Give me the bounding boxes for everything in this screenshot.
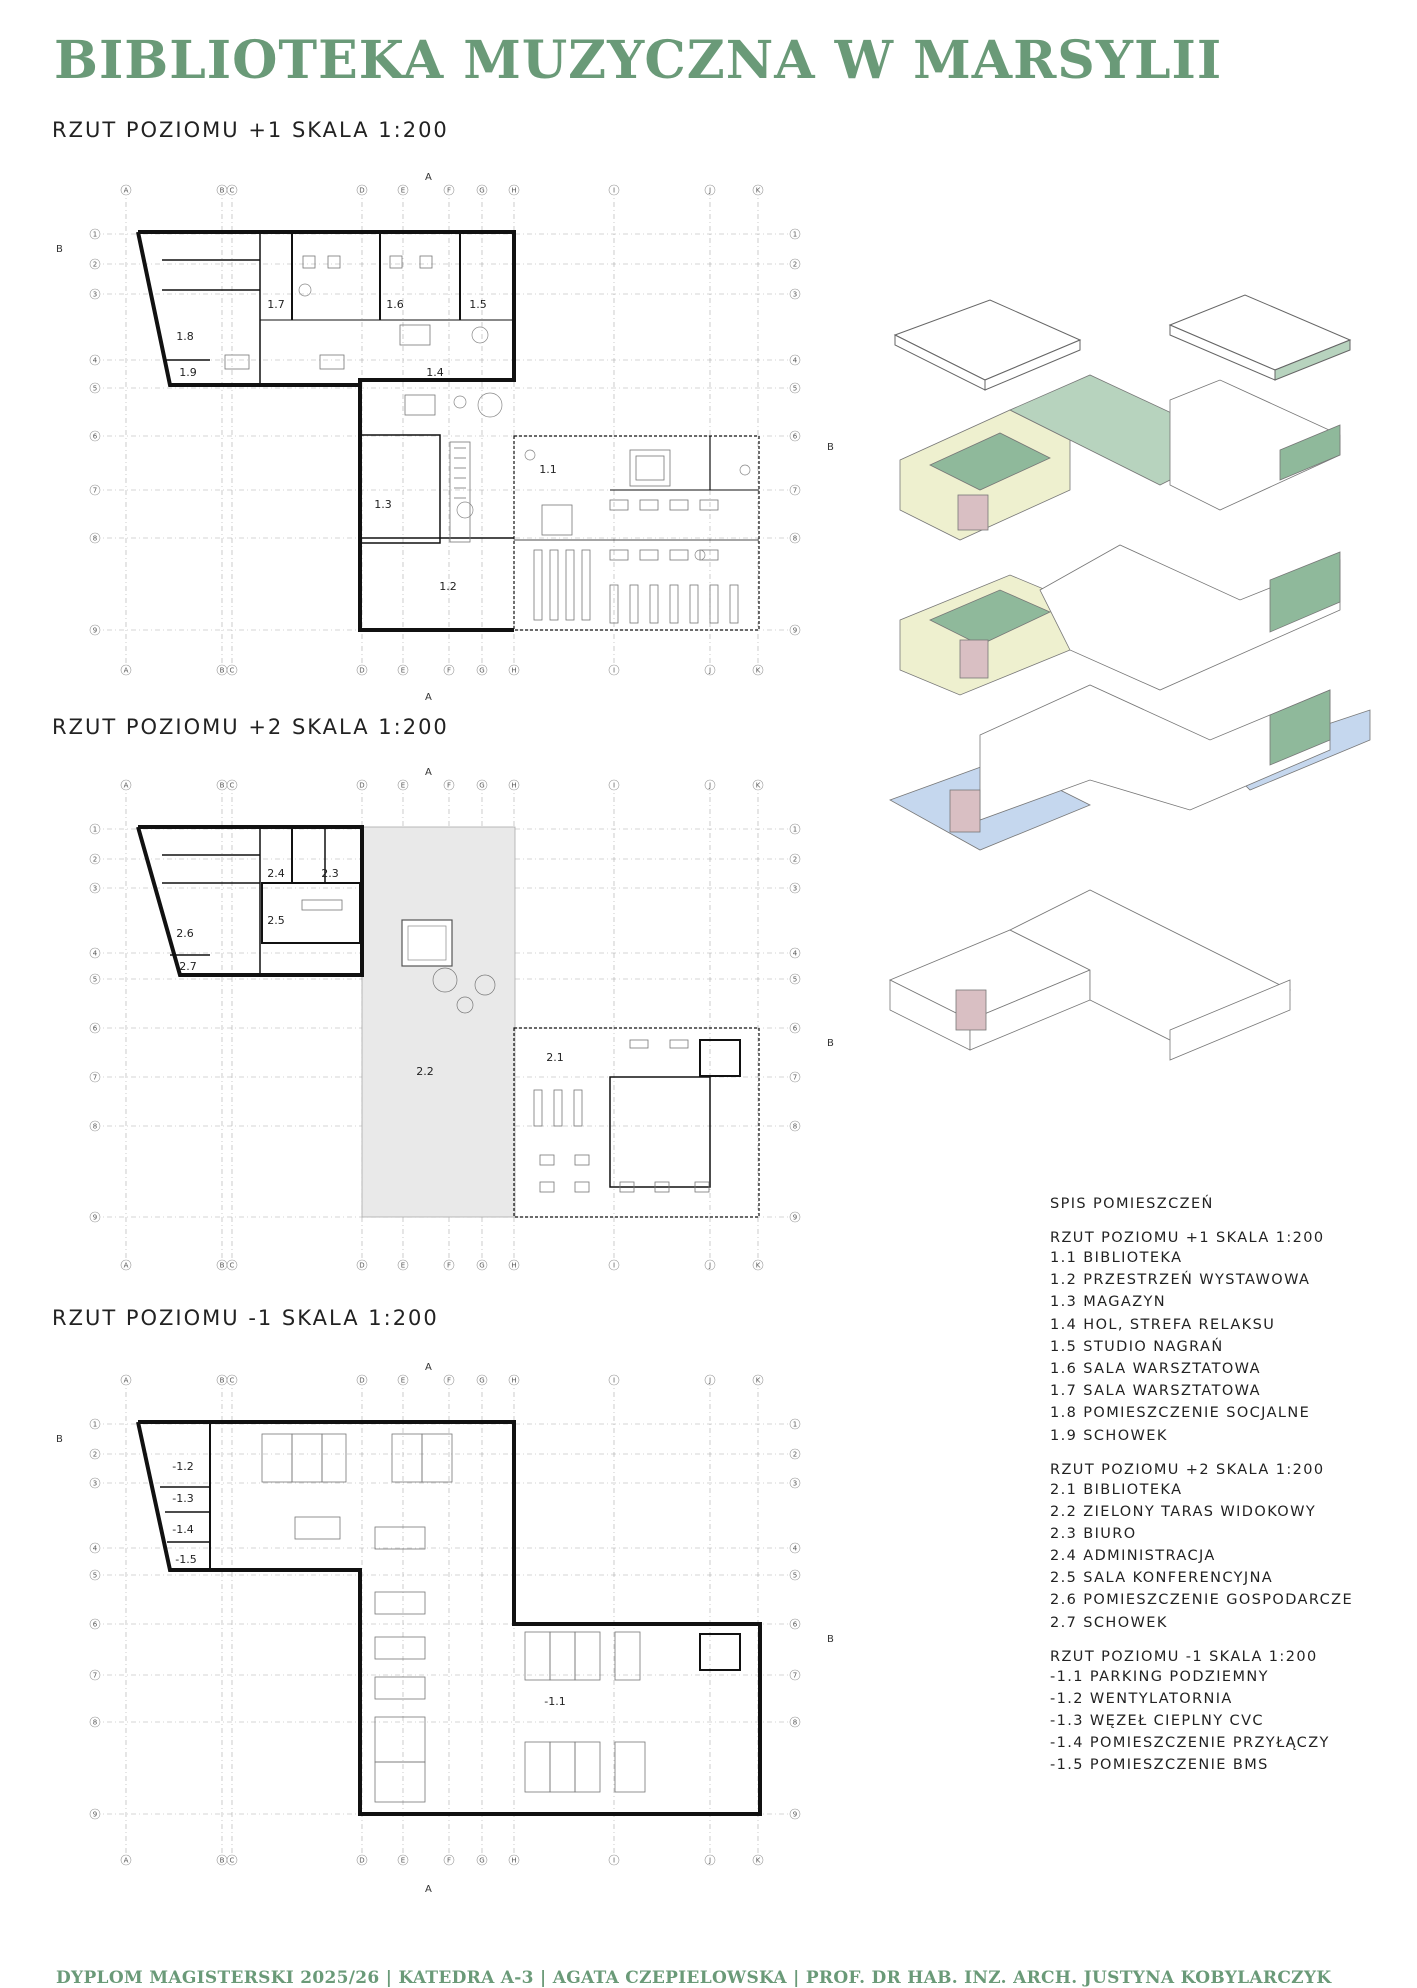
grid-col-label: E (400, 666, 406, 675)
legend-group-title: RZUT POZIOMU -1 SKALA 1:200 (1050, 1648, 1318, 1665)
grid-col-label: F (446, 186, 452, 195)
room-label: -1.1 (544, 1695, 566, 1708)
grid-row-label: 3 (792, 290, 798, 299)
grid-row-label: 7 (92, 1073, 98, 1082)
axo-ground (890, 685, 1370, 850)
room-label: 1.1 (539, 463, 557, 476)
grid-col-label: K (755, 666, 761, 675)
grid-col-label: C (229, 666, 235, 675)
grid-col-label: E (400, 781, 406, 790)
footer-credits: DYPLOM MAGISTERSKI 2025/26 | KATEDRA A-3 | AGATA CZEPIELOWSKA | PROF. DR HAB. INZ. ARCH. JUSTYNA KOBYLARCZYK (56, 1968, 1332, 1988)
grid-row-label: 8 (92, 1718, 98, 1727)
room-label: 1.2 (439, 580, 457, 593)
grid-col-label: H (511, 1261, 517, 1270)
room-label: 1.6 (386, 298, 404, 311)
axo-level-2 (900, 375, 1340, 540)
grid-col-label: B (219, 1856, 225, 1865)
legend-item: -1.5 POMIESZCZENIE BMS (1050, 1757, 1269, 1774)
grid-row-label: 6 (92, 1024, 98, 1033)
grid-row-label: 1 (92, 1420, 98, 1429)
legend-item: 2.3 BIURO (1050, 1525, 1137, 1542)
legend-item: -1.3 WĘZEŁ CIEPLNY CVC (1050, 1713, 1264, 1729)
grid-row-label: 1 (792, 1420, 798, 1429)
section-mark-a: A (425, 767, 432, 778)
grid-row-label: 9 (792, 626, 798, 635)
axo-roof (895, 295, 1350, 390)
room-label: 2.3 (321, 867, 339, 880)
grid-col-label: G (479, 1856, 485, 1865)
axo-level-1 (900, 545, 1340, 695)
room-label: 1.8 (176, 330, 194, 343)
grid-col-label: D (359, 1261, 365, 1270)
walls (138, 232, 759, 630)
plan-level-2 (70, 767, 834, 1280)
parking-bays (262, 1434, 645, 1802)
grid-row-label: 2 (792, 260, 798, 269)
grid-row-label: 5 (792, 975, 798, 984)
legend-item: -1.4 POMIESZCZENIE PRZYŁĄCZY (1050, 1735, 1330, 1752)
grid-row-label: 6 (792, 1024, 798, 1033)
grid-row-label: 1 (792, 825, 798, 834)
section-mark-b: B (56, 244, 63, 255)
grid-row-label: 3 (792, 884, 798, 893)
grid-col-label: J (708, 1376, 712, 1385)
section-mark-a: A (425, 172, 432, 183)
grid-row-label: 7 (792, 486, 798, 495)
grid-col-label: H (511, 666, 517, 675)
grid-col-label: I (612, 666, 616, 675)
grid-col-label: J (708, 1856, 712, 1865)
grid-col-label: G (479, 1261, 485, 1270)
grid-row-labels (90, 1419, 800, 1819)
grid-row-label: 2 (792, 855, 798, 864)
grid-row-label: 7 (792, 1671, 798, 1680)
grid-col-label: D (359, 781, 365, 790)
grid-row-label: 4 (92, 1544, 98, 1553)
section-mark-b: B (56, 1434, 63, 1445)
section-mark-b: B (827, 442, 834, 453)
room-label: -1.2 (172, 1460, 194, 1473)
grid-col-label: A (123, 186, 129, 195)
grid-row-label: 3 (92, 290, 98, 299)
grid-row-label: 8 (792, 534, 798, 543)
legend-item: 1.5 STUDIO NAGRAŃ (1050, 1338, 1224, 1355)
grid-row-label: 9 (92, 626, 98, 635)
grid-row-label: 4 (92, 356, 98, 365)
room-label: 1.3 (374, 498, 392, 511)
plan-level-minus1 (56, 1362, 834, 1902)
grid-row-label: 9 (792, 1810, 798, 1819)
grid-col-label: F (446, 666, 452, 675)
grid-row-label: 5 (92, 975, 98, 984)
legend-item: 2.4 ADMINISTRACJA (1050, 1548, 1216, 1565)
grid-row-label: 5 (792, 1571, 798, 1580)
grid-col-label: J (708, 186, 712, 195)
grid-col-label: A (123, 1261, 129, 1270)
legend-item: 1.9 SCHOWEK (1050, 1427, 1168, 1444)
grid-col-label: G (479, 1376, 485, 1385)
grid-col-label: C (229, 1261, 235, 1270)
grid-row-label: 5 (92, 384, 98, 393)
grid-row-label: 9 (92, 1213, 98, 1222)
grid-col-label: G (479, 781, 485, 790)
room-label: 1.9 (179, 366, 197, 379)
legend-item: 2.2 ZIELONY TARAS WIDOKOWY (1050, 1503, 1317, 1520)
grid-row-label: 3 (92, 1479, 98, 1488)
grid-col-label: I (612, 1261, 616, 1270)
grid-row-label: 4 (792, 1544, 798, 1553)
green-terrace (362, 827, 515, 1217)
grid-row-label: 6 (792, 432, 798, 441)
grid-column-labels (121, 185, 763, 675)
legend-item: 2.1 BIBLIOTEKA (1050, 1481, 1183, 1498)
legend-item: 1.1 BIBLIOTEKA (1050, 1250, 1183, 1266)
grid-col-label: B (219, 1261, 225, 1270)
grid-col-label: K (755, 186, 761, 195)
legend-item: 2.7 SCHOWEK (1050, 1614, 1168, 1631)
room-label: 1.4 (426, 366, 444, 379)
legend-group-title: RZUT POZIOMU +1 SKALA 1:200 (1050, 1230, 1325, 1246)
grid-col-label: J (708, 781, 712, 790)
page-title: BIBLIOTEKA MUZYCZNA W MARSYLII (54, 30, 1223, 91)
grid-col-label: C (229, 1376, 235, 1385)
legend-item: 1.6 SALA WARSZTATOWA (1050, 1360, 1261, 1377)
grid-col-label: D (359, 666, 365, 675)
grid-col-label: J (708, 666, 712, 675)
grid-row-label: 6 (92, 1620, 98, 1629)
grid-col-label: C (229, 1856, 235, 1865)
room-label: -1.4 (172, 1523, 194, 1536)
legend-item: 2.6 POMIESZCZENIE GOSPODARCZE (1050, 1592, 1354, 1609)
grid-row-label: 9 (92, 1810, 98, 1819)
room-label: 2.2 (416, 1065, 434, 1078)
grid-col-label: E (400, 1856, 406, 1865)
section-mark-a: A (425, 692, 432, 703)
grid-col-label: E (400, 186, 406, 195)
grid-col-label: C (229, 186, 235, 195)
grid-col-label: I (612, 781, 616, 790)
plan-minus1-title: RZUT POZIOMU -1 SKALA 1:200 (52, 1306, 439, 1330)
grid-col-label: F (446, 781, 452, 790)
grid-row-label: 7 (92, 486, 98, 495)
grid-column-labels (121, 1375, 763, 1865)
legend-item: 1.4 HOL, STREFA RELAKSU (1050, 1316, 1276, 1333)
grid-col-label: C (229, 781, 235, 790)
room-legend (1050, 1196, 1380, 1780)
plan-1-title: RZUT POZIOMU +1 SKALA 1:200 (52, 118, 449, 142)
grid-col-label: K (755, 1856, 761, 1865)
legend-item: 2.5 SALA KONFERENCYJNA (1050, 1570, 1274, 1587)
plan-level-1 (56, 170, 834, 710)
room-label: -1.3 (172, 1492, 194, 1505)
legend-group-title: RZUT POZIOMU +2 SKALA 1:200 (1050, 1461, 1325, 1478)
plants (299, 284, 750, 560)
grid-col-label: H (511, 1376, 517, 1385)
grid-row-label: 7 (92, 1671, 98, 1680)
axo-level-minus1 (890, 890, 1290, 1060)
room-label: 2.5 (267, 914, 285, 927)
grid-col-label: F (446, 1856, 452, 1865)
grid-row-label: 1 (92, 230, 98, 239)
grid-row-label: 8 (92, 1122, 98, 1131)
grid-col-label: K (755, 1261, 761, 1270)
grid-row-label: 2 (92, 260, 98, 269)
furniture (225, 256, 738, 623)
room-label: 2.7 (179, 960, 197, 973)
grid-row-label: 7 (792, 1073, 798, 1082)
grid-row-label: 5 (792, 384, 798, 393)
grid-col-label: E (400, 1376, 406, 1385)
grid-row-label: 2 (792, 1450, 798, 1459)
grid-row-label: 6 (92, 432, 98, 441)
section-mark-a: A (425, 1362, 432, 1373)
grid-row-label: 3 (92, 884, 98, 893)
grid-col-label: B (219, 186, 225, 195)
grid-row-label: 2 (92, 1450, 98, 1459)
legend-heading: SPIS POMIESZCZEŃ (1050, 1196, 1214, 1212)
grid-row-label: 1 (792, 230, 798, 239)
room-label: 1.7 (267, 298, 285, 311)
grid-col-label: K (755, 1376, 761, 1385)
section-mark-b: B (827, 1038, 834, 1049)
grid-col-label: I (612, 1376, 616, 1385)
legend-item: -1.2 WENTYLATORNIA (1050, 1690, 1233, 1707)
room-labels (172, 1460, 565, 1708)
grid-row-label: 8 (792, 1718, 798, 1727)
terrace-skylight (402, 920, 452, 966)
grid-row-label: 4 (792, 356, 798, 365)
grid-col-label: B (219, 666, 225, 675)
grid-row-label: 4 (792, 949, 798, 958)
grid-col-label: D (359, 1376, 365, 1385)
grid-row-label: 4 (92, 949, 98, 958)
section-mark-b: B (827, 1634, 834, 1645)
grid-col-label: D (359, 1856, 365, 1865)
room-label: 2.1 (546, 1051, 564, 1064)
grid-lines (92, 1380, 798, 1860)
grid-col-label: E (400, 1261, 406, 1270)
section-mark-a: A (425, 1884, 432, 1895)
grid-row-label: 5 (92, 1571, 98, 1580)
room-label: 1.5 (469, 298, 487, 311)
grid-col-label: A (123, 666, 129, 675)
legend-item: -1.1 PARKING PODZIEMNY (1050, 1668, 1269, 1685)
grid-col-label: A (123, 1376, 129, 1385)
grid-col-label: K (755, 781, 761, 790)
legend-item: 1.7 SALA WARSZTATOWA (1050, 1383, 1261, 1400)
grid-col-label: F (446, 1376, 452, 1385)
grid-row-label: 6 (792, 1620, 798, 1629)
grid-col-label: A (123, 1856, 129, 1865)
exploded-axonometric-view (890, 290, 1390, 1230)
room-label: -1.5 (175, 1553, 197, 1566)
grid-col-label: G (479, 666, 485, 675)
legend-item: 1.8 POMIESZCZENIE SOCJALNE (1050, 1405, 1311, 1422)
grid-col-label: G (479, 186, 485, 195)
room-label: 2.6 (176, 927, 194, 940)
grid-col-label: H (511, 781, 517, 790)
grid-col-label: B (219, 781, 225, 790)
grid-col-label: I (612, 1856, 616, 1865)
grid-col-label: B (219, 1376, 225, 1385)
legend-item: 1.3 MAGAZYN (1050, 1294, 1167, 1311)
grid-col-label: I (612, 186, 616, 195)
grid-row-label: 3 (792, 1479, 798, 1488)
grid-row-label: 1 (92, 825, 98, 834)
grid-row-label: 9 (792, 1213, 798, 1222)
grid-row-label: 8 (792, 1122, 798, 1131)
grid-col-label: F (446, 1261, 452, 1270)
room-label: 2.4 (267, 867, 285, 880)
room-labels (176, 298, 557, 593)
grid-row-label: 8 (92, 534, 98, 543)
plan-2-title: RZUT POZIOMU +2 SKALA 1:200 (52, 715, 449, 739)
grid-col-label: H (511, 1856, 517, 1865)
legend-item: 1.2 PRZESTRZEŃ WYSTAWOWA (1050, 1272, 1311, 1289)
grid-col-label: A (123, 781, 129, 790)
grid-col-label: D (359, 186, 365, 195)
grid-col-label: H (511, 186, 517, 195)
grid-row-label: 2 (92, 855, 98, 864)
grid-col-label: J (708, 1261, 712, 1270)
